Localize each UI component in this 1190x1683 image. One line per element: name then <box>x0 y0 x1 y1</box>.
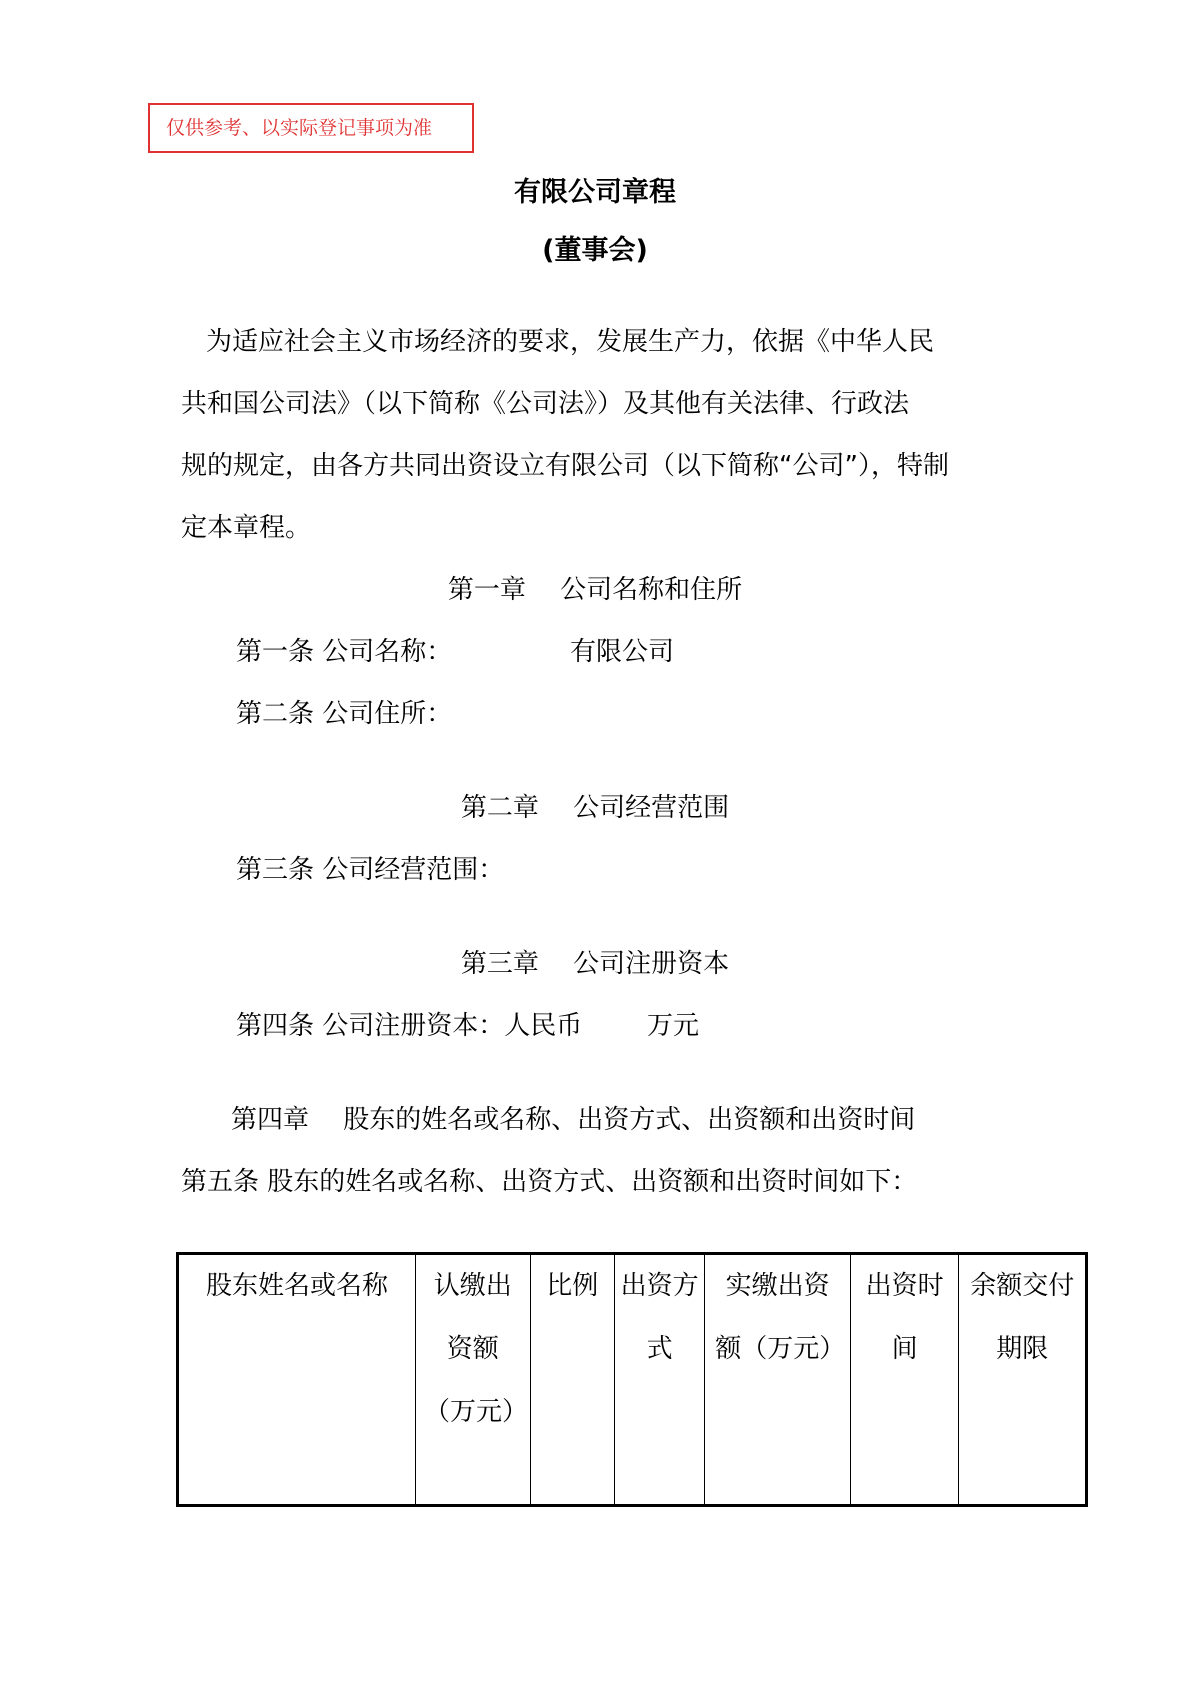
article-5-label: 第五条 股东的姓名或名称、出资方式、出资额和出资时间如下： <box>181 1167 918 1197</box>
header-paid-in-capital: 实缴出资额（万元） <box>705 1254 851 1506</box>
chapter-4-heading: 第四章 股东的姓名或名称、出资方式、出资额和出资时间 <box>231 1105 916 1135</box>
header-subscribed-capital: 认缴出资额（万元） <box>416 1254 531 1506</box>
header-ratio: 比例 <box>530 1254 614 1506</box>
preamble-line-4: 定本章程。 <box>181 513 312 543</box>
header-balance-deadline: 余额交付期限 <box>959 1254 1087 1506</box>
table-header-row <box>178 1254 1087 1506</box>
document-title: 有限公司章程 <box>514 177 676 208</box>
chapter-1-heading: 第一章 公司名称和住所 <box>447 575 743 605</box>
header-shareholder-name: 股东姓名或名称 <box>178 1254 416 1506</box>
preamble-line-2: 共和国公司法》（以下简称《公司法》）及其他有关法律、行政法 <box>181 389 910 419</box>
article-3-label: 第三条 公司经营范围： <box>236 855 505 885</box>
article-4-label: 第四条 公司注册资本：人民币 <box>236 1011 583 1041</box>
capital-unit: 万元 <box>647 1011 700 1041</box>
header-contribution-method: 出资方式 <box>614 1254 704 1506</box>
chapter-2-heading: 第二章 公司经营范围 <box>460 793 730 823</box>
document-subtitle: (董事会) <box>542 235 648 266</box>
header-contribution-time: 出资时间 <box>850 1254 958 1506</box>
chapter-3-heading: 第三章 公司注册资本 <box>460 949 730 979</box>
article-2-label: 第二条 公司住所： <box>236 699 453 729</box>
reference-stamp: 仅供参考、以实际登记事项为准 <box>148 103 474 153</box>
company-name-value: 有限公司 <box>570 637 675 667</box>
preamble-line-1: 为适应社会主义市场经济的要求，发展生产力，依据《中华人民 <box>206 327 935 357</box>
shareholder-table <box>176 1252 1088 1507</box>
preamble-line-3: 规的规定，由各方共同出资设立有限公司（以下简称“公司”），特制 <box>181 451 949 481</box>
article-1-label: 第一条 公司名称： <box>236 637 453 667</box>
